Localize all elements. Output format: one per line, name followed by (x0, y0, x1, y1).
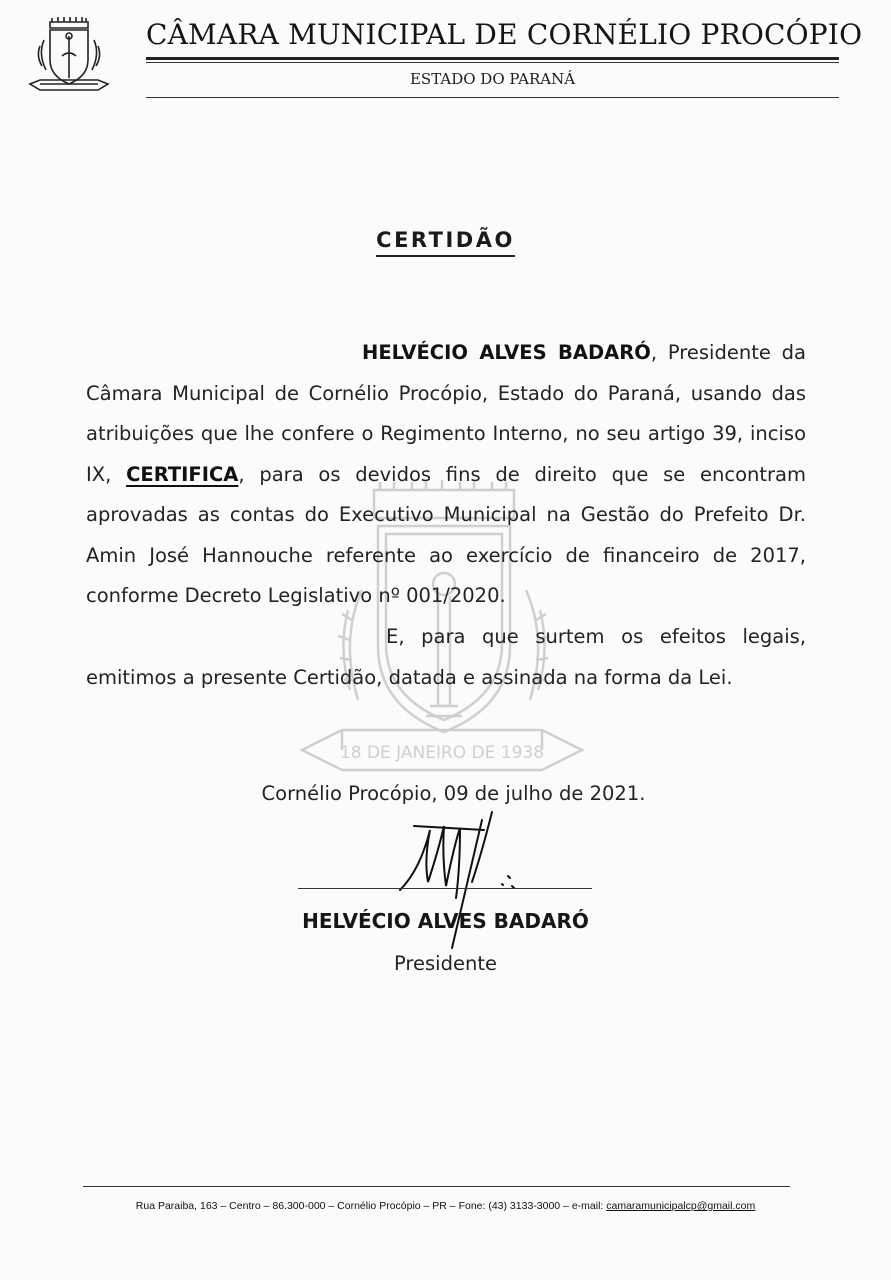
header-title: CÂMARA MUNICIPAL DE CORNÉLIO PROCÓPIO (146, 18, 863, 51)
footer-rule (83, 1186, 790, 1187)
paragraph-2-text: E, para que surtem os efeitos legais, emitimos a presente Certidão, datada e assinada na forma da Lei. (86, 625, 806, 689)
paragraph-1-text: , Presidente da Câmara Municipal de Cornélio Procópio, Estado do Paraná, usando das atribuições que lhe confere o Regimento Interno, no seu artigo 39, inciso IX, (86, 341, 806, 486)
footer-address-text: Rua Paraiba, 163 – Centro – 86.300-000 – Cornélio Procópio – PR – Fone: (43) 3133-3000 – e-mail: (135, 1200, 607, 1212)
municipal-coat-of-arms-icon (26, 14, 112, 96)
signer-name: HELVÉCIO ALVES BADARÓ (302, 909, 589, 933)
header-rule-bottom (146, 97, 839, 98)
president-name: HELVÉCIO ALVES BADARÓ (362, 341, 651, 364)
paragraph-1-rest: , para os devidos fins de direito que se encontram aprovadas as contas do Executivo Municipal na Gestão do Prefeito Dr. Amin José Hannouche referente ao exercício de financeiro de 2017, conforme Decreto Legislativo nº 001/2020. (86, 462, 806, 607)
closing-paragraph (86, 617, 806, 698)
date-line: Cornélio Procópio, 09 de julho de 2021. (261, 782, 646, 805)
certificate-body (86, 333, 806, 617)
header-subtitle: ESTADO DO PARANÁ (409, 70, 576, 88)
header-rule-top (146, 57, 839, 60)
footer-address (0, 1200, 891, 1212)
body-paragraph-1 (86, 333, 806, 617)
signer-role: Presidente (394, 952, 497, 975)
watermark-ribbon-text: 18 DE JANEIRO DE 1938 (339, 743, 545, 763)
document-title-text: CERTIDÃO (376, 228, 515, 257)
document-title (0, 228, 891, 252)
footer-email-link[interactable]: camaramunicipalcp@gmail.com (606, 1200, 756, 1212)
signature-line (298, 888, 592, 889)
certifica-keyword: CERTIFICA (126, 462, 239, 486)
header-rule-top-thin (146, 62, 839, 63)
